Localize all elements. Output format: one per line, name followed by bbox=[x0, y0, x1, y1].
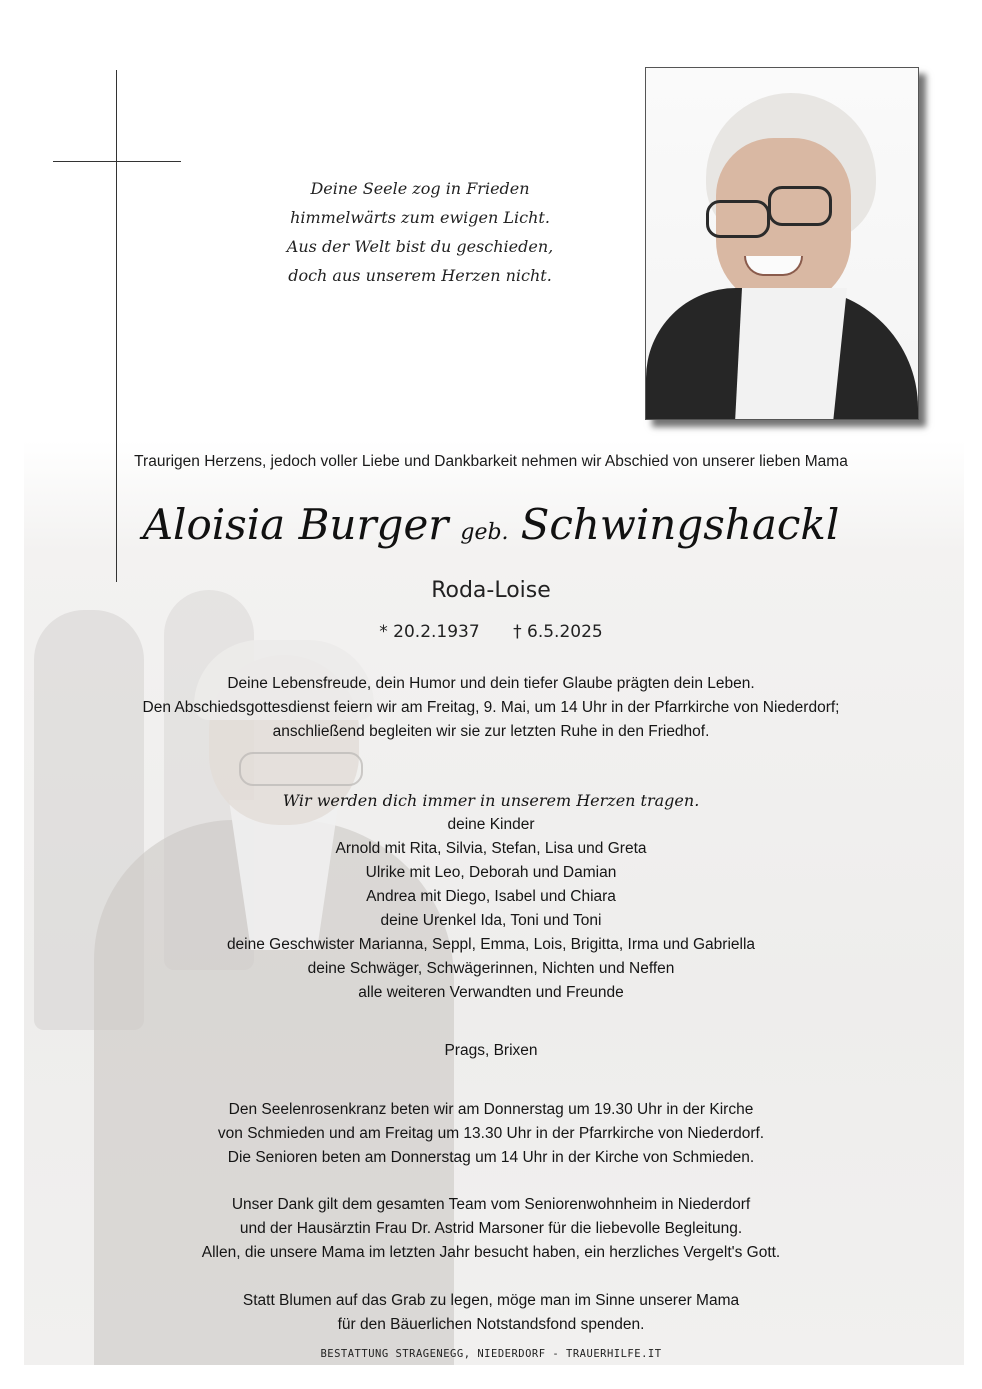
portrait-glasses bbox=[706, 200, 770, 238]
mourner-line: deine Kinder bbox=[447, 816, 535, 833]
place-text: Prags, Brixen bbox=[444, 1042, 538, 1059]
mourners bbox=[0, 789, 982, 1005]
poem-line: Deine Seele zog in Frieden bbox=[310, 179, 530, 198]
motto: Wir werden dich immer in unserem Herzen tragen. bbox=[282, 791, 700, 810]
text-line: von Schmieden und am Freitag um 13.30 Uhr in der Pfarrkirche von Niederdorf. bbox=[217, 1125, 765, 1142]
rosary-text bbox=[0, 1098, 982, 1170]
poem-line: himmelwärts zum ewigen Licht. bbox=[290, 208, 550, 227]
text-line: Den Seelenrosenkranz beten wir am Donnerstag um 19.30 Uhr in der Kirche bbox=[228, 1101, 754, 1118]
mourner-line: deine Geschwister Marianna, Seppl, Emma, Lois, Brigitta, Irma und Gabriella bbox=[226, 936, 756, 953]
text-line: und der Hausärztin Frau Dr. Astrid Marsoner für die liebevolle Begleitung. bbox=[239, 1220, 743, 1237]
mourner-line: deine Schwäger, Schwägerinnen, Nichten und Neffen bbox=[307, 960, 675, 977]
maiden-name: Schwingshackl bbox=[520, 500, 840, 549]
portrait-photo bbox=[645, 67, 919, 420]
name: Aloisia Burger bbox=[142, 500, 449, 549]
birth-date: * 20.2.1937 bbox=[379, 622, 480, 642]
born-prefix: geb. bbox=[460, 520, 509, 545]
mourner-line: Ulrike mit Leo, Deborah und Damian bbox=[365, 864, 617, 881]
mourner-line: Andrea mit Diego, Isabel und Chiara bbox=[366, 888, 616, 905]
life-dates bbox=[0, 622, 982, 642]
life-text bbox=[0, 672, 982, 744]
text-line: Die Senioren beten am Donnerstag um 14 Uhr in der Kirche von Schmieden. bbox=[227, 1149, 755, 1166]
thanks-text bbox=[0, 1193, 982, 1265]
text-line: Allen, die unsere Mama im letzten Jahr besucht haben, ein herzliches Vergelt's Gott. bbox=[201, 1244, 781, 1261]
nickname: Roda-Loise bbox=[431, 578, 551, 603]
text-line: anschließend begleiten wir sie zur letzten Ruhe in den Friedhof. bbox=[272, 723, 710, 740]
background-glasses bbox=[239, 752, 363, 786]
donation-text bbox=[0, 1289, 982, 1337]
text-line: Statt Blumen auf das Grab zu legen, möge man im Sinne unserer Mama bbox=[242, 1292, 740, 1309]
text-line: Deine Lebensfreude, dein Humor und dein tiefer Glaube prägten dein Leben. bbox=[227, 675, 755, 692]
place bbox=[0, 1039, 982, 1063]
text-line: für den Bäuerlichen Notstandsfond spenden. bbox=[337, 1316, 645, 1333]
poem-line: Aus der Welt bist du geschieden, bbox=[286, 237, 554, 256]
intro-text: Traurigen Herzens, jedoch voller Liebe und Dankbarkeit nehmen wir Abschied von unserer lieben Mama bbox=[134, 453, 848, 470]
poem bbox=[250, 174, 590, 290]
poem-line: doch aus unserem Herzen nicht. bbox=[288, 266, 552, 285]
portrait-glasses bbox=[768, 186, 832, 226]
text-line: Den Abschiedsgottesdienst feiern wir am Freitag, 9. Mai, um 14 Uhr in der Pfarrkirche von Niederdorf; bbox=[142, 699, 840, 716]
deceased-name bbox=[0, 500, 982, 549]
text-line: Unser Dank gilt dem gesamten Team vom Seniorenwohnheim in Niederdorf bbox=[231, 1196, 751, 1213]
mourner-line: alle weiteren Verwandten und Freunde bbox=[358, 984, 624, 1001]
mourner-line: Arnold mit Rita, Silvia, Stefan, Lisa und Greta bbox=[335, 840, 647, 857]
footer-credit: BESTATTUNG STRAGENEGG, NIEDERDORF - TRAUERHILFE.IT bbox=[320, 1348, 662, 1360]
death-date: † 6.5.2025 bbox=[513, 622, 603, 642]
cross-icon-horizontal bbox=[53, 161, 181, 162]
mourner-line: deine Urenkel Ida, Toni und Toni bbox=[380, 912, 602, 929]
